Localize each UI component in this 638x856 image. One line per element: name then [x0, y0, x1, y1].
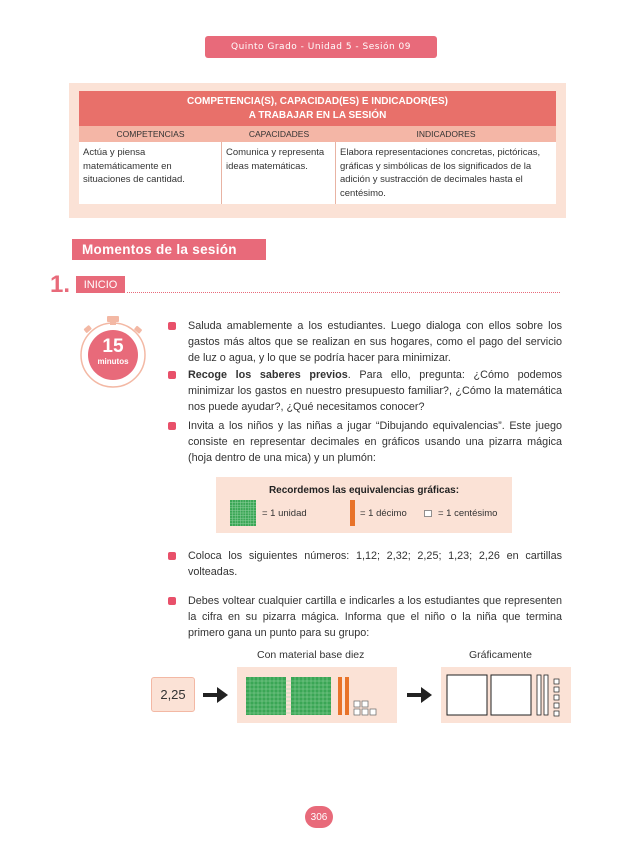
bullet-text: Saluda amablemente a los estudiantes. Luego dialoga con ellos sobre los gastos más altos que se realizan en sus hogares, como el pago del servicio de luz o agua, y lo que se podría hacer para minimizar.	[188, 320, 562, 364]
bullet-text: Invita a los niños y las niñas a jugar “Dibujando equivalencias”. Este juego consiste en representar decimales en gráficos usando una pizarra mágica (hoja dentro de una mica) y un plumón:	[188, 420, 562, 464]
example-number: 2,25	[151, 677, 195, 712]
bullet-icon	[168, 322, 176, 330]
competencias-table	[69, 83, 566, 218]
grafico-box	[441, 667, 571, 723]
equiv-decimo: = 1 décimo	[360, 508, 407, 519]
equivalencias-box	[216, 477, 512, 533]
cell-competencia: Actúa y piensa matemáticamente en situaciones de cantidad.	[79, 142, 222, 204]
section-number: 1.	[50, 271, 71, 298]
equiv-unidad: = 1 unidad	[262, 508, 307, 519]
competencias-row	[79, 142, 556, 204]
timer-unit: minutos	[97, 357, 129, 366]
column-competencias: COMPETENCIAS	[116, 129, 185, 139]
column-capacidades: CAPACIDADES	[248, 129, 310, 139]
label-grafico: Gráficamente	[469, 649, 533, 661]
label-material: Con material base diez	[257, 649, 365, 661]
unit-block-icon	[230, 500, 256, 526]
base-ten-blocks-icon	[237, 667, 397, 723]
list-item	[168, 418, 562, 466]
arrow-right-icon	[407, 686, 433, 704]
bullet-text: Debes voltear cualquier cartilla e indicarles a los estudiantes que representen la cifra en su pizarra mágica. Informa que el niño o la niña que termina primero gana un punto para su grupo:	[188, 595, 562, 639]
timer-value: 15	[102, 336, 124, 357]
bullet-icon	[168, 552, 176, 560]
page-number: 306	[305, 806, 333, 828]
cell-indicador: Elabora representaciones concretas, pictóricas, gráficas y simbólicas de los significados de la adición y sustracción de decimales hasta el centésimo.	[340, 147, 541, 199]
list-item	[168, 367, 562, 415]
bullet-text: Recoge los saberes previos. Para ello, pregunta: ¿Cómo podemos minimizar los gastos en nuestro presupuesto familiar?, ¿Cómo la matemática nos puede ayudar?, ¿Qué necesitamos conocer?	[188, 369, 562, 413]
bullet-text: Coloca los siguientes números: 1,12; 2,32; 2,25; 1,23; 2,26 en cartillas volteadas.	[188, 550, 562, 578]
centesimo-square-icon	[424, 510, 432, 517]
graphic-representation-icon	[441, 667, 571, 723]
momentos-title: Momentos de la sesión	[72, 239, 266, 260]
bullet-icon	[168, 597, 176, 605]
equiv-centesimo: = 1 centésimo	[438, 508, 498, 519]
section-divider	[127, 292, 560, 293]
bullet-icon	[168, 422, 176, 430]
cell-capacidad: Comunica y representa ideas matemáticas.	[222, 142, 336, 204]
list-item	[168, 548, 562, 580]
material-base-diez-box	[237, 667, 397, 723]
competencias-column-headers	[79, 126, 556, 142]
column-indicadores: INDICADORES	[416, 129, 476, 139]
list-item	[168, 318, 562, 366]
decimo-bar-icon	[350, 500, 355, 526]
session-ribbon: Quinto Grado - Unidad 5 - Sesión 09	[205, 36, 437, 58]
competencias-header: COMPETENCIA(S), CAPACIDAD(ES) E INDICADOR(ES) A TRABAJAR EN LA SESIÓN	[79, 91, 556, 126]
arrow-right-icon	[203, 686, 229, 704]
equivalencias-title: Recordemos las equivalencias gráficas:	[268, 485, 460, 496]
bullet-icon	[168, 371, 176, 379]
section-label: INICIO	[76, 276, 125, 293]
list-item	[168, 593, 562, 641]
